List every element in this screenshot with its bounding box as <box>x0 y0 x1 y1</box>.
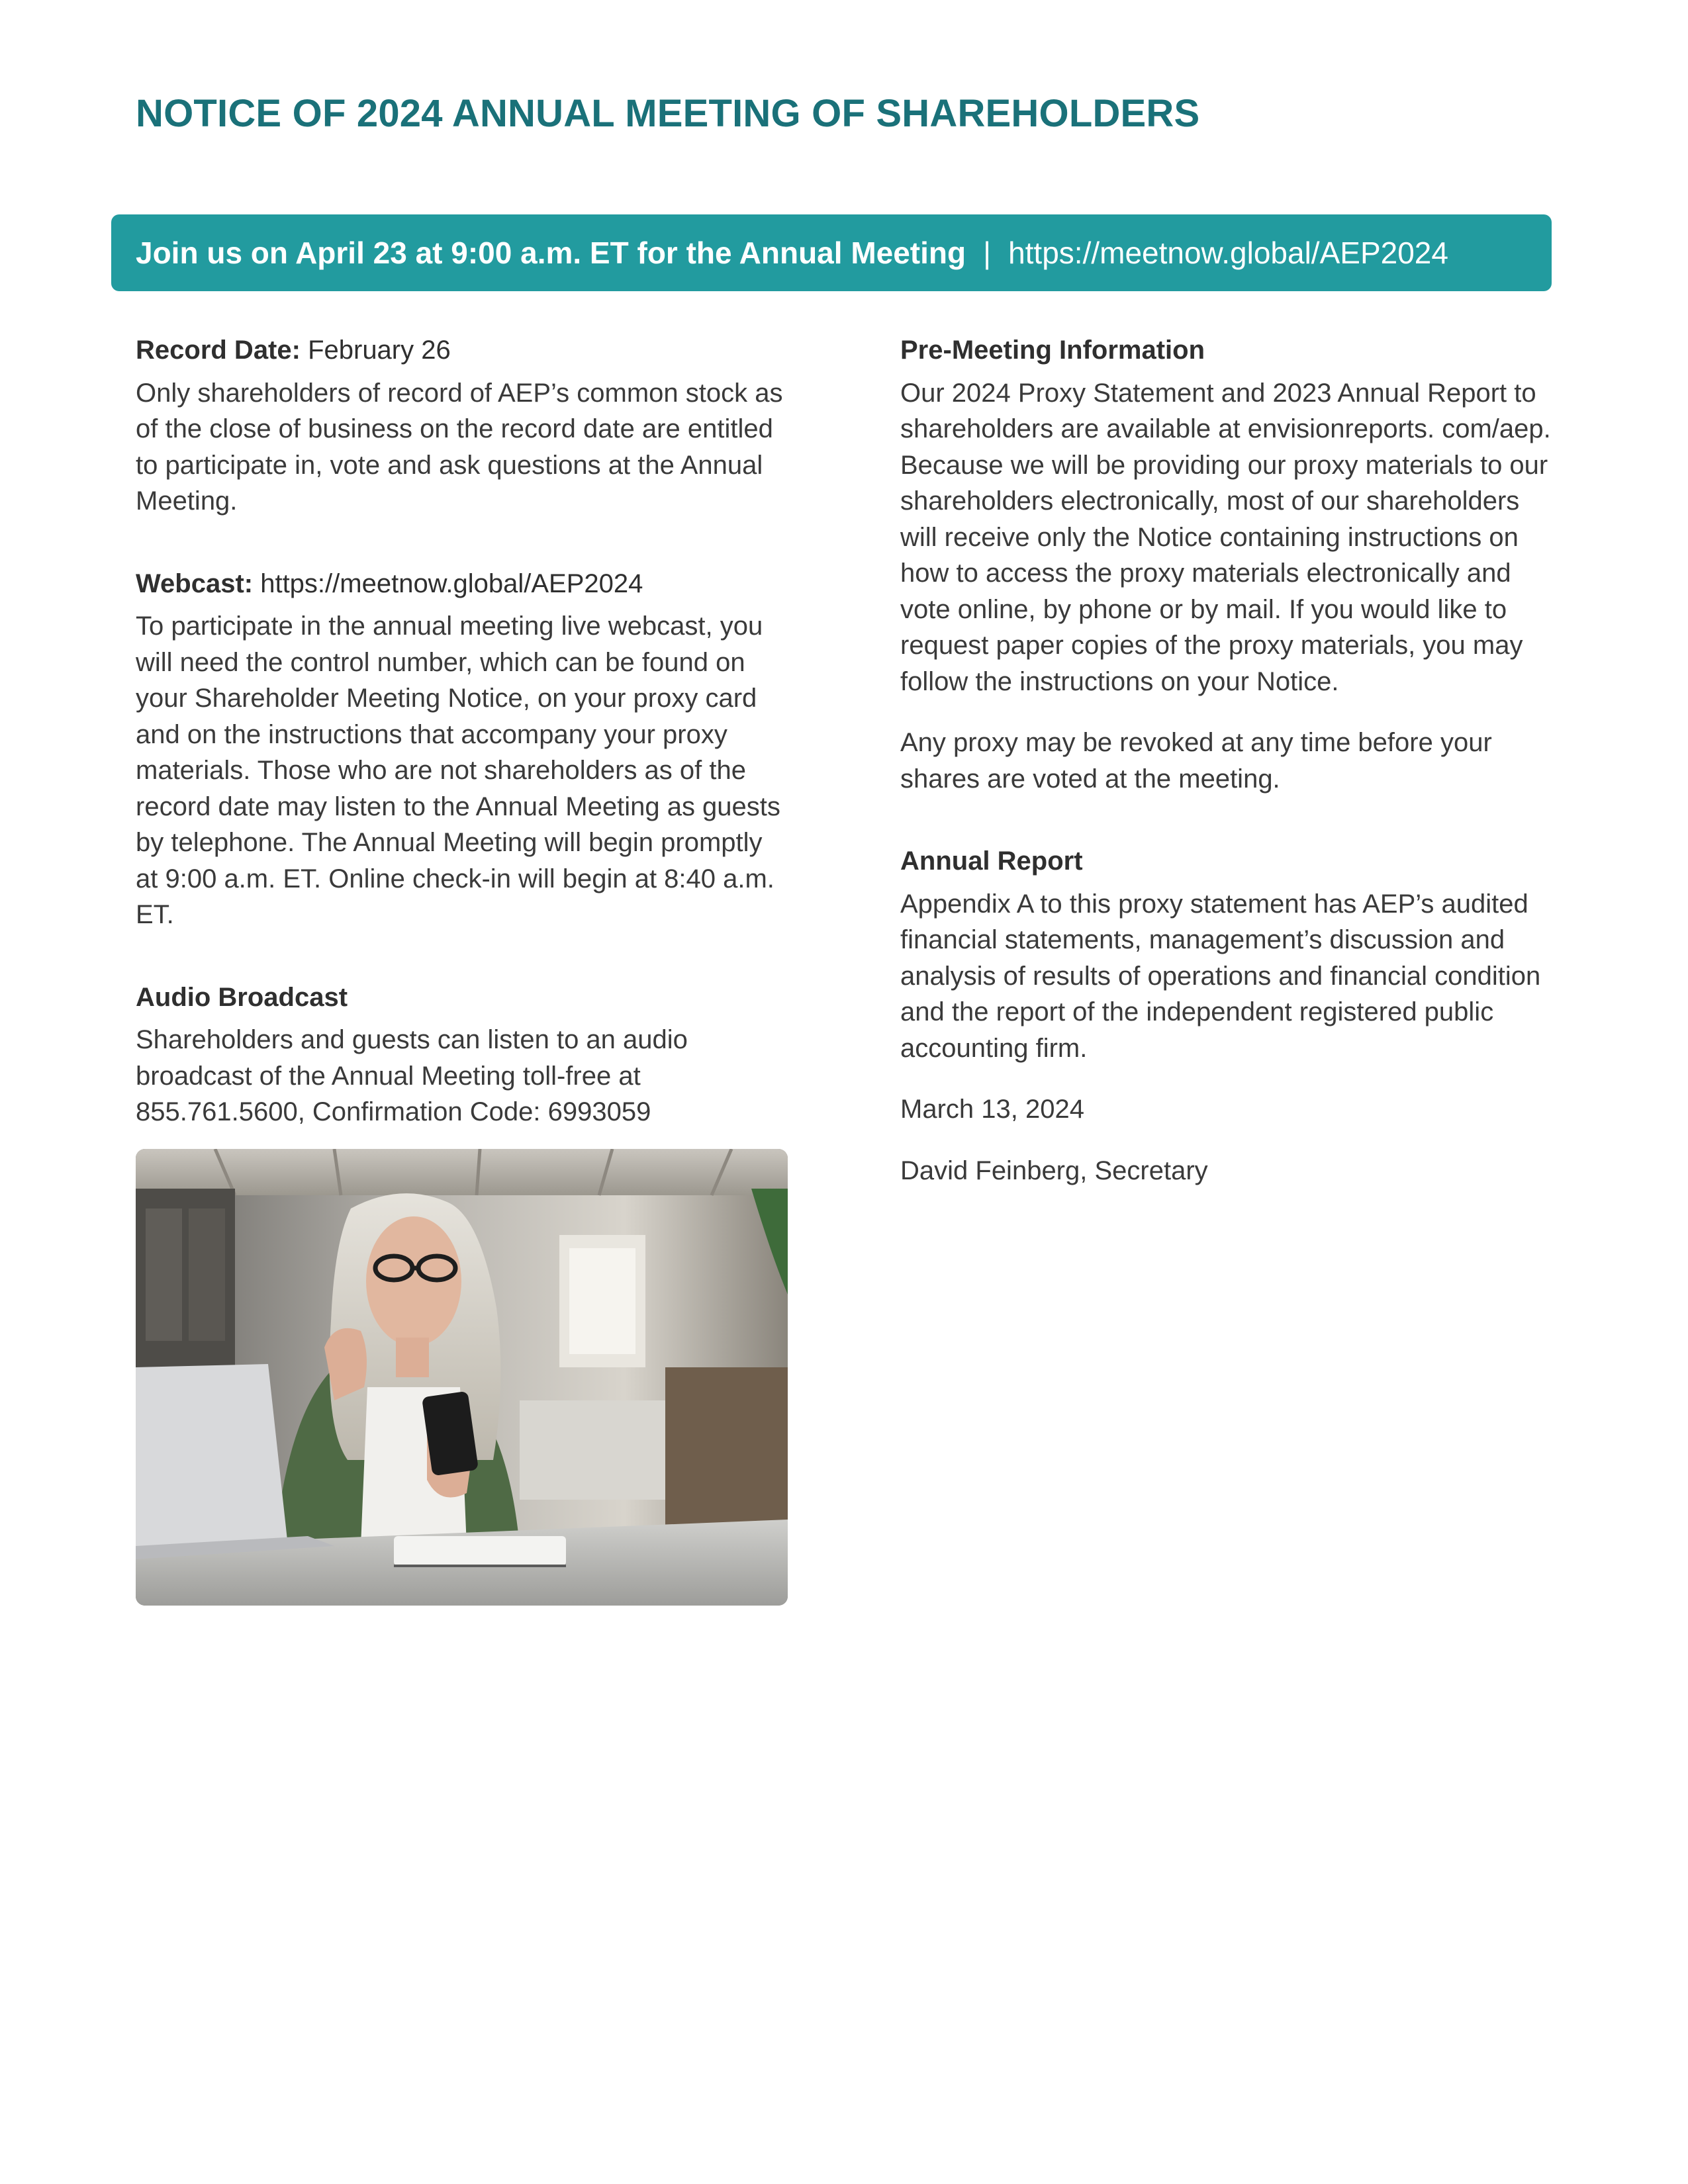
webcast-link[interactable]: https://meetnow.global/AEP2024 <box>253 569 643 598</box>
audio-broadcast-heading: Audio Broadcast <box>136 982 348 1012</box>
pre-meeting-heading: Pre-Meeting Information <box>900 336 1205 365</box>
banner-separator: | <box>983 236 992 270</box>
record-date-value: February 26 <box>300 336 451 365</box>
webcast-label: Webcast: <box>136 569 254 598</box>
banner-meeting-link[interactable]: https://meetnow.global/AEP2024 <box>1008 236 1448 270</box>
webcast-heading <box>136 566 791 602</box>
annual-report-body: Appendix A to this proxy statement has AEP’s audited financial statements, management’s discussion and analysis of results of operations and financial condition and the report of the independent registered public accounting firm. <box>900 889 1541 1063</box>
left-column <box>136 332 791 1130</box>
page-title: NOTICE OF 2024 ANNUAL MEETING OF SHAREHOLDERS <box>136 92 1200 135</box>
audio-broadcast-body: Shareholders and guests can listen to an audio broadcast of the Annual Meeting toll-free at 855.761.5600, Confirmation Code: 6993059 <box>136 1025 688 1126</box>
secretary-signature: David Feinberg, Secretary <box>900 1156 1208 1185</box>
right-column <box>900 332 1556 1189</box>
pre-meeting-body: Our 2024 Proxy Statement and 2023 Annual Report to shareholders are available at envisionreports. com/aep. Because we will be providing our proxy materials to our shareholders electronically, most of our shareholders will receive only the Notice containing instructions on how to access the proxy materials electronically and vote online, by phone or by mail. If you would like to request paper copies of the proxy materials, you may follow the instructions on your Notice. <box>900 378 1551 696</box>
woman-with-phone-photo <box>136 1149 788 1606</box>
record-date-label: Record Date: <box>136 336 301 365</box>
annual-report-heading: Annual Report <box>900 846 1083 876</box>
notice-date: March 13, 2024 <box>900 1095 1084 1124</box>
banner-text: Join us on April 23 at 9:00 a.m. ET for the Annual Meeting <box>136 236 966 270</box>
proxy-revocation-text: Any proxy may be revoked at any time before your shares are voted at the meeting. <box>900 728 1492 794</box>
meeting-banner <box>111 214 1552 291</box>
record-date-heading <box>136 332 791 369</box>
webcast-body: To participate in the annual meeting live webcast, you will need the control number, which can be found on your Shareholder Meeting Notice, on your proxy card and on the instructions that accompany your proxy materials. Those who are not shareholders as of the record date may listen to the Annual Meeting as guests by telephone. The Annual Meeting will begin promptly at 9:00 a.m. ET. Online check-in will begin at 8:40 a.m. ET. <box>136 612 780 929</box>
record-date-body: Only shareholders of record of AEP’s common stock as of the close of business on the record date are entitled to participate in, vote and ask questions at the Annual Meeting. <box>136 378 783 516</box>
